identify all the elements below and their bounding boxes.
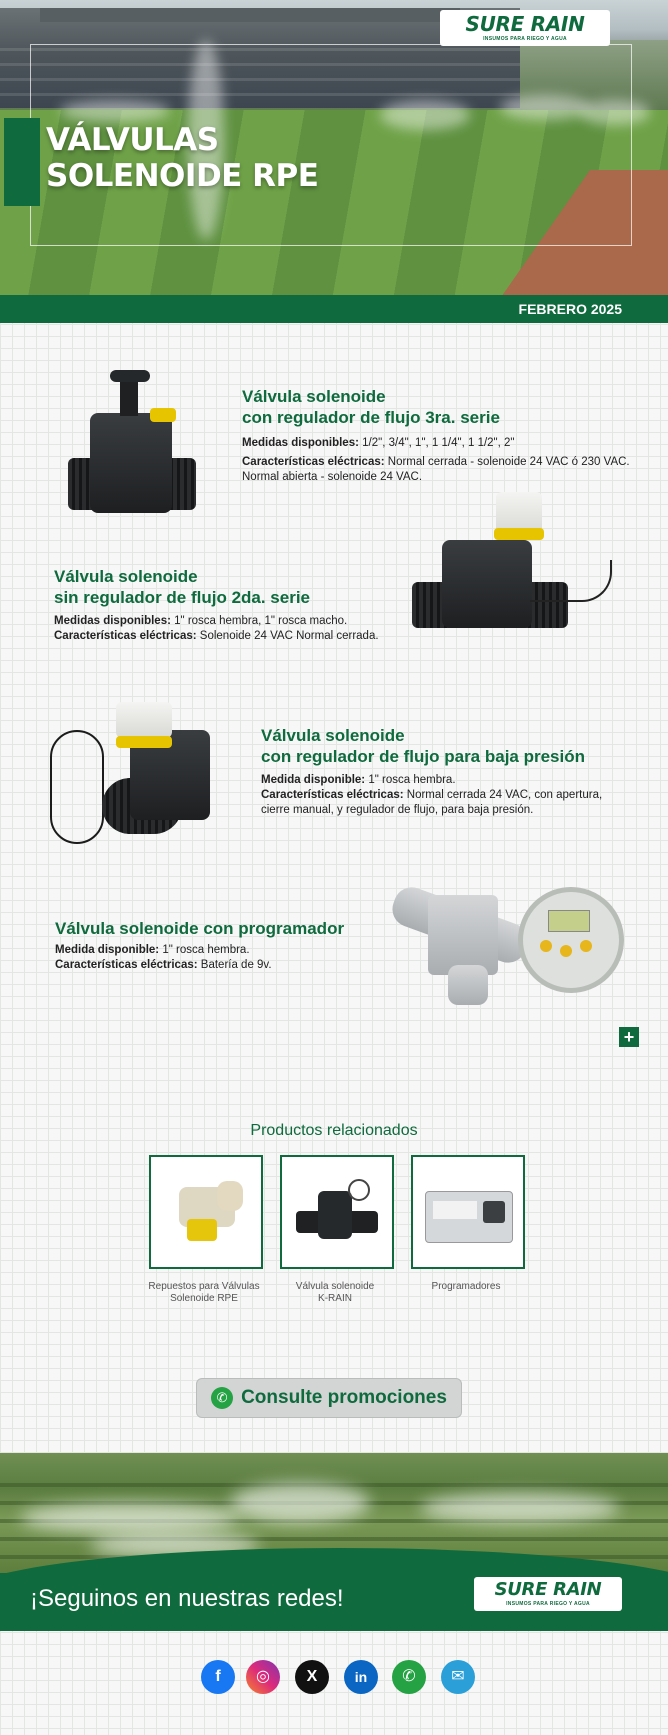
product-image-3[interactable]	[46, 700, 216, 845]
related-card-3[interactable]	[411, 1155, 525, 1269]
product-card-1	[242, 386, 642, 485]
whatsapp-icon[interactable]: ✆	[392, 1660, 426, 1694]
linkedin-icon[interactable]: in	[344, 1660, 378, 1694]
product-title: Válvula solenoide sin regulador de flujo 2da. serie	[54, 567, 311, 607]
email-icon[interactable]: ✉	[441, 1660, 475, 1694]
title-accent-bar	[4, 118, 40, 206]
x-icon[interactable]: X	[295, 1660, 329, 1694]
related-label: Repuestos para Válvulas Solenoide RPE	[148, 1281, 260, 1304]
social-banner	[0, 1453, 668, 1631]
product-image-1[interactable]	[62, 368, 202, 518]
follow-us-text: ¡Seguinos en nuestras redes!	[30, 1585, 344, 1612]
brand-logo[interactable]: SURE RAIN INSUMOS PARA RIEGO Y AGUA	[440, 10, 610, 46]
facebook-icon[interactable]: f	[201, 1660, 235, 1694]
product-spec: cierre manual, y regulador de flujo, para baja presión.	[261, 804, 534, 816]
product-image-2[interactable]	[410, 490, 620, 640]
product-spec: Medidas disponibles: 1" rosca hembra, 1" rosca macho.	[54, 615, 348, 627]
promotions-button-label: Consulte promociones	[241, 1387, 447, 1408]
product-spec: Características eléctricas: Normal cerrada 24 VAC, con apertura,	[261, 789, 603, 801]
related-products-title: Productos relacionados	[250, 1122, 418, 1139]
product-spec: Medida disponible: 1" rosca hembra.	[261, 774, 456, 786]
related-label: Válvula solenoide K-RAIN	[295, 1281, 375, 1304]
product-spec: Medidas disponibles: 1/2", 3/4", 1", 1 1/4", 1 1/2", 2"	[242, 437, 515, 449]
issue-date: FEBRERO 2025	[518, 301, 622, 317]
date-band	[0, 295, 668, 323]
product-card-4	[55, 918, 405, 973]
product-spec: Características eléctricas: Normal cerrada - solenoide 24 VAC ó 230 VAC.	[242, 456, 630, 468]
related-label: Programadores	[431, 1281, 501, 1292]
instagram-icon[interactable]: ◎	[246, 1660, 280, 1694]
product-spec: Medida disponible: 1" rosca hembra.	[55, 944, 250, 956]
hero-title: VÁLVULAS SOLENOIDE RPE	[46, 122, 319, 194]
expand-button[interactable]: +	[619, 1027, 639, 1047]
product-title: Válvula solenoide con programador	[55, 919, 345, 938]
brand-logo-footer[interactable]: SURE RAIN INSUMOS PARA RIEGO Y AGUA	[474, 1577, 622, 1611]
related-card-1[interactable]	[149, 1155, 263, 1269]
product-spec: Características eléctricas: Batería de 9v.	[55, 959, 272, 971]
promotions-button[interactable]	[196, 1378, 462, 1418]
product-spec: Normal abierta - solenoide 24 VAC.	[242, 471, 423, 483]
related-card-2[interactable]	[280, 1155, 394, 1269]
product-title: Válvula solenoide con regulador de flujo 3ra. serie	[242, 387, 500, 427]
product-spec: Características eléctricas: Solenoide 24 VAC Normal cerrada.	[54, 630, 379, 642]
product-card-3	[261, 725, 651, 818]
product-card-2	[54, 566, 414, 644]
product-title: Válvula solenoide con regulador de flujo para baja presión	[261, 726, 586, 766]
hero-banner	[0, 0, 668, 295]
product-image-4[interactable]	[388, 875, 618, 1010]
whatsapp-icon: ✆	[211, 1387, 233, 1409]
